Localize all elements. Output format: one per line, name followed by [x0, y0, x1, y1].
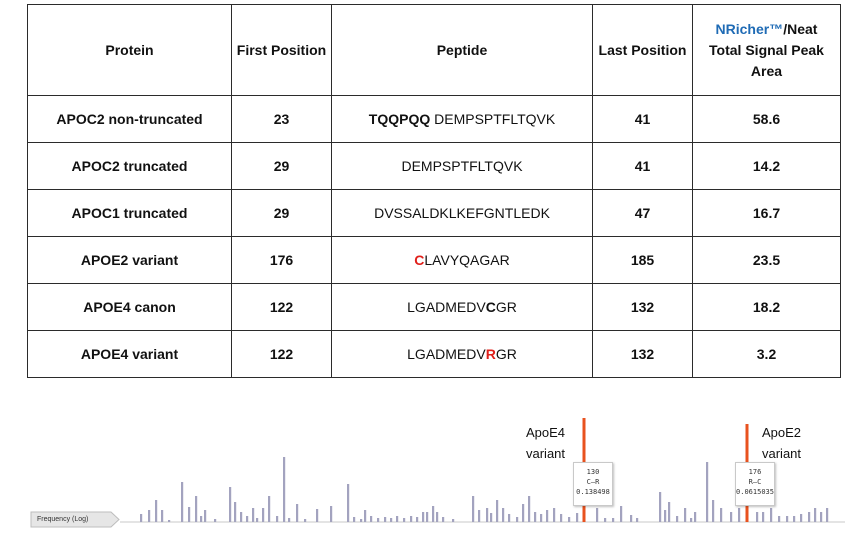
- spectrum-bar: [155, 500, 157, 522]
- spectrum-bar: [808, 512, 810, 522]
- spectrum-bar: [234, 502, 236, 522]
- cell-protein: APOC2 non-truncated: [28, 96, 232, 143]
- peptide-suffix: GR: [495, 346, 517, 362]
- spectrum-bar: [370, 516, 372, 522]
- header-ratio: [693, 5, 841, 96]
- spectrum-bar: [353, 517, 355, 522]
- spectrum-bar: [630, 515, 632, 522]
- spectrum-bar: [528, 496, 530, 522]
- header-ratio-line2: Total Signal Peak: [709, 41, 824, 58]
- spectrum-bar: [246, 516, 248, 522]
- peptide-bold-prefix: TQQPQQ: [368, 111, 431, 127]
- cell-peptide: [332, 237, 593, 284]
- cell-last-position: 132: [593, 331, 693, 378]
- spectrum-bar: [416, 517, 418, 522]
- cell-last-position: 185: [593, 237, 693, 284]
- peptide-segment: DEMPSPTFLTQVK: [401, 158, 523, 174]
- spectrum-bar: [268, 496, 270, 522]
- spectrum-bar: [706, 462, 708, 522]
- apoe2-tag-position: 176: [748, 468, 762, 476]
- spectrum-bar: [568, 517, 570, 522]
- cell-first-position: 122: [232, 284, 332, 331]
- spectrum-bar: [620, 506, 622, 522]
- header-protein: Protein: [28, 5, 232, 96]
- spectrum-bar: [296, 504, 298, 522]
- apoe2-tag-value: 0.0615035: [736, 488, 774, 496]
- peptide-segment: DEMPSPTFLTQVK: [430, 111, 556, 127]
- spectrum-bar: [793, 516, 795, 522]
- spectrum-bar: [720, 508, 722, 522]
- cell-peptide: [332, 190, 593, 237]
- spectrum-bar: [377, 518, 379, 522]
- spectrum-bar: [778, 516, 780, 522]
- apoe2-annotation-line2: variant: [762, 446, 802, 461]
- spectrum-bar: [502, 508, 504, 522]
- header-first-position: First Position: [232, 5, 332, 96]
- peptide-suffix: LAVYQAGAR: [424, 252, 510, 268]
- header-ratio-line3: Area: [750, 62, 783, 79]
- cell-last-position: 47: [593, 190, 693, 237]
- apoe4-variant-annotation: [526, 422, 565, 464]
- spectrum-bar: [140, 514, 142, 522]
- spectrum-bar: [364, 510, 366, 522]
- spectrum-bar: [712, 500, 714, 522]
- peptide-suffix: GR: [495, 299, 517, 315]
- spectrum-bar: [168, 520, 170, 522]
- spectrum-bar: [540, 514, 542, 522]
- cell-peptide: [332, 96, 593, 143]
- spectrum-bar: [161, 510, 163, 522]
- spectrum-bar: [814, 508, 816, 522]
- cell-protein: APOE4 canon: [28, 284, 232, 331]
- spectrum-bar: [478, 510, 480, 522]
- apoe2-tag-change: R—C: [748, 478, 762, 486]
- apoe2-variant-tag: [735, 462, 775, 506]
- peptide-segment: LGADMEDV: [407, 299, 486, 315]
- spectrum-bar: [442, 517, 444, 522]
- apoe4-tag-value: 0.138498: [576, 488, 610, 496]
- spectrum-bar: [636, 518, 638, 522]
- spectrum-bar: [410, 516, 412, 522]
- spectrum-bar: [694, 512, 696, 522]
- spectrum-bar: [452, 519, 454, 522]
- cell-peptide: [332, 284, 593, 331]
- cell-protein: APOC2 truncated: [28, 143, 232, 190]
- apoe4-annotation-line2: variant: [526, 446, 566, 461]
- peptide-residue-highlight: C: [485, 299, 496, 315]
- spectrum-bar: [200, 516, 202, 522]
- spectrum-bar: [522, 504, 524, 522]
- spectrum-bars: [140, 457, 828, 522]
- spectrum-bar: [390, 518, 392, 522]
- spectrum-bar: [490, 513, 492, 522]
- cell-protein: APOE4 variant: [28, 331, 232, 378]
- spectrum-bar: [786, 516, 788, 522]
- cell-ratio: 3.2: [693, 331, 841, 378]
- spectrum-bar: [252, 508, 254, 522]
- spectrum-bar: [770, 508, 772, 522]
- spectrum-bar: [283, 457, 285, 522]
- spectrum-bar: [684, 508, 686, 522]
- cell-peptide: [332, 143, 593, 190]
- spectrum-bar: [262, 508, 264, 522]
- apoe2-annotation-line1: ApoE2: [762, 425, 802, 440]
- header-ratio-rest: /Neat: [783, 20, 818, 37]
- spectrum-bar: [422, 512, 424, 522]
- spectrum-bar: [195, 496, 197, 522]
- spectrum-bar: [472, 496, 474, 522]
- spectrum-bar: [240, 512, 242, 522]
- table-row: [28, 143, 841, 190]
- table-row: [28, 96, 841, 143]
- spectrum-bar: [612, 518, 614, 522]
- cell-peptide: [332, 331, 593, 378]
- spectrum-bar: [690, 518, 692, 522]
- spectrum-bar: [516, 517, 518, 522]
- cell-protein: APOC1 truncated: [28, 190, 232, 237]
- spectrum-bar: [432, 506, 434, 522]
- peptide-residue-highlight: R: [485, 346, 496, 362]
- spectrum-bar: [436, 512, 438, 522]
- table-row: [28, 284, 841, 331]
- spectrum-bar: [508, 514, 510, 522]
- spectrum-bar: [560, 514, 562, 522]
- spectrum-bar: [738, 508, 740, 522]
- spectrum-bar: [596, 508, 598, 522]
- peptide-residue-highlight: C: [414, 252, 425, 268]
- spectrum-bar: [668, 502, 670, 522]
- apoe2-variant-annotation: [762, 422, 801, 464]
- cell-protein: APOE2 variant: [28, 237, 232, 284]
- spectrum-bar: [659, 492, 661, 522]
- spectrum-bar: [604, 518, 606, 522]
- spectrum-bar: [762, 512, 764, 522]
- spectrum-bar: [188, 507, 190, 522]
- spectrum-bar: [276, 516, 278, 522]
- spectrum-bar: [426, 512, 428, 522]
- spectrum-bar: [486, 508, 488, 522]
- table-row: [28, 237, 841, 284]
- spectrum-bar: [534, 512, 536, 522]
- spectrum-bar: [304, 519, 306, 522]
- spectrum-bar: [820, 512, 822, 522]
- spectrum-bar: [214, 519, 216, 522]
- cell-last-position: 41: [593, 143, 693, 190]
- spectrum-bar: [826, 508, 828, 522]
- spectrum-bar: [396, 516, 398, 522]
- frequency-axis-label: Frequency (Log): [37, 516, 89, 523]
- spectrum-bar: [256, 518, 258, 522]
- spectrum-bar: [148, 510, 150, 522]
- peptide-segment: DVSSALDKLKEFGNTLEDK: [374, 205, 550, 221]
- cell-first-position: 122: [232, 331, 332, 378]
- table-header-row: [28, 5, 841, 96]
- header-peptide: Peptide: [332, 5, 593, 96]
- apoe4-annotation-line1: ApoE4: [526, 425, 566, 440]
- spectrum-bar: [576, 513, 578, 522]
- spectrum-bar: [403, 518, 405, 522]
- cell-ratio: 58.6: [693, 96, 841, 143]
- cell-first-position: 29: [232, 143, 332, 190]
- spectrum-bar: [800, 514, 802, 522]
- cell-ratio: 16.7: [693, 190, 841, 237]
- spectrum-bar: [730, 512, 732, 522]
- apoe4-variant-tag: [573, 462, 613, 506]
- peptide-segment: LGADMEDV: [407, 346, 486, 362]
- spectrum-bar: [384, 517, 386, 522]
- spectrum-bar: [496, 500, 498, 522]
- cell-last-position: 41: [593, 96, 693, 143]
- spectrum-bar: [204, 510, 206, 522]
- cell-first-position: 23: [232, 96, 332, 143]
- cell-first-position: 29: [232, 190, 332, 237]
- spectrum-bar: [553, 508, 555, 522]
- cell-first-position: 176: [232, 237, 332, 284]
- spectrum-bar: [288, 518, 290, 522]
- spectrum-bar: [664, 510, 666, 522]
- cell-ratio: 23.5: [693, 237, 841, 284]
- spectrum-bar: [316, 509, 318, 522]
- spectrum-bar: [756, 512, 758, 522]
- spectrum-bar: [181, 482, 183, 522]
- apoe4-tag-position: 130: [586, 468, 600, 476]
- spectrum-bar: [347, 484, 349, 522]
- apoe4-tag-change: C—R: [586, 478, 600, 486]
- results-table: [27, 4, 841, 378]
- spectrum-bar: [676, 516, 678, 522]
- cell-ratio: 14.2: [693, 143, 841, 190]
- cell-ratio: 18.2: [693, 284, 841, 331]
- table-row: [28, 331, 841, 378]
- spectrum-bar: [330, 506, 332, 522]
- table-row: [28, 190, 841, 237]
- spectrum-panel: [0, 400, 864, 536]
- header-last-position: Last Position: [593, 5, 693, 96]
- spectrum-bar: [229, 487, 231, 522]
- spectrum-bar: [546, 510, 548, 522]
- header-ratio-brand: NRicher™: [715, 20, 784, 37]
- cell-last-position: 132: [593, 284, 693, 331]
- spectrum-bar: [360, 519, 362, 522]
